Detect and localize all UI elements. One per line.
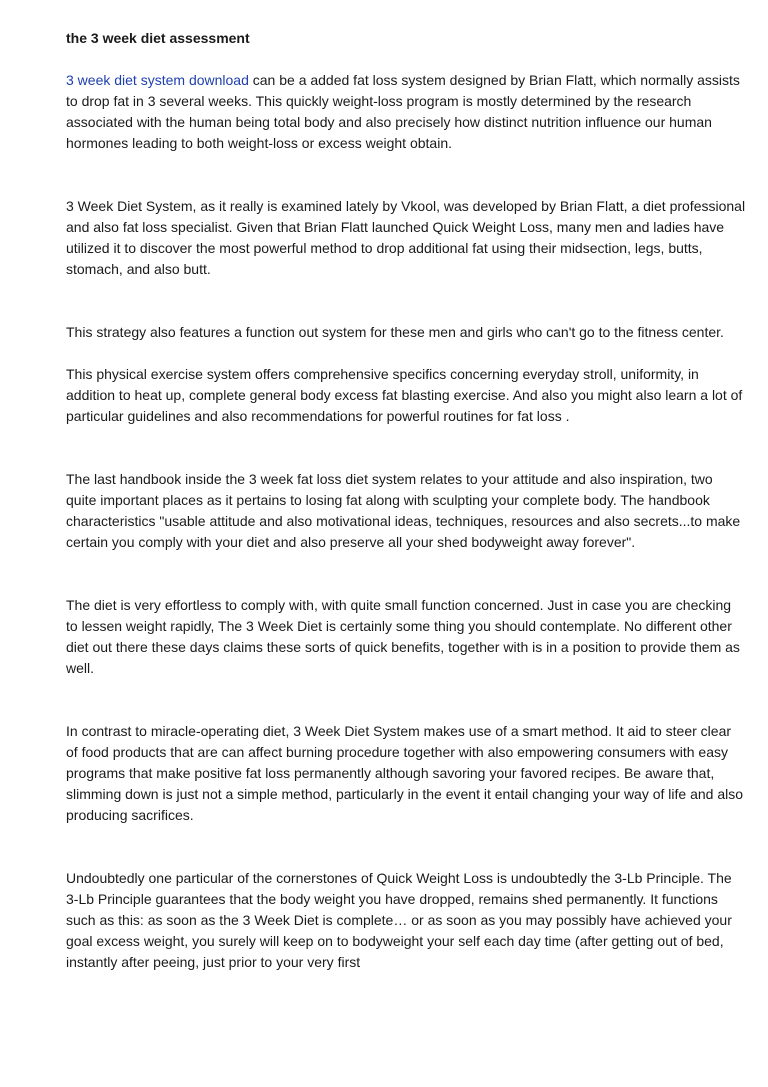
paragraph-intro: [66, 70, 746, 154]
paragraph-intro-text: can be a added fat loss system designed by Brian Flatt, which normally assists to drop fat in 3 several weeks. This quickly weight-loss program is mostly determined by the research associated with the human being total body and also precisely how distinct nutrition influence our human hormones leading to both weight-loss or excess weight obtain.: [66, 72, 740, 151]
paragraph-3lb-principle: Undoubtedly one particular of the cornerstones of Quick Weight Loss is undoubtedly the 3-Lb Principle. The 3-Lb Principle guarantees that the body weight you have dropped, remains shed permanently. It functions such as this: as soon as the 3 Week Diet is complete… or as soon as you may possibly have achieved your goal excess weight, you surely will keep on to bodyweight your self each day time (after getting out of bed, instantly after peeing, just prior to your very first: [66, 870, 732, 970]
paragraph-handbook: The last handbook inside the 3 week fat loss diet system relates to your attitude and also inspiration, two quite important places as it pertains to losing fat along with sculpting your complete body. The handbook characteristics "usable attitude and also motivational ideas, techniques, resources and also secrets...to make certain you comply with your diet and also preserve all your shed bodyweight away forever".: [66, 471, 741, 550]
paragraph-exercise-details: This physical exercise system offers comprehensive specifics concerning everyday stroll, uniformity, in addition to heat up, complete general body excess fat blasting exercise. And also you might also learn a lot of particular guidelines and also recommendations for powerful routines for fat loss .: [66, 366, 743, 424]
document-title: the 3 week diet assessment: [66, 30, 250, 46]
paragraph-workout-system: This strategy also features a function out system for these men and girls who can't go to the fitness center.: [66, 324, 724, 340]
download-link[interactable]: 3 week diet system download: [66, 72, 249, 88]
document-page: [66, 28, 746, 973]
paragraph-review: 3 Week Diet System, as it really is examined lately by Vkool, was developed by Brian Flatt, a diet professional and also fat loss specialist. Given that Brian Flatt launched Quick Weight Loss, many men and ladies have utilized it to discover the most powerful method to drop additional fat using their midsection, legs, butts, stomach, and also butt.: [66, 198, 746, 277]
paragraph-ease: The diet is very effortless to comply with, with quite small function concerned. Just in case you are checking to lessen weight rapidly, The 3 Week Diet is certainly some thing you should contemplate. No different other diet out there these days claims these sorts of quick benefits, together with is in a position to provide them as well.: [66, 597, 740, 676]
paragraph-smart-method: In contrast to miracle-operating diet, 3 Week Diet System makes use of a smart method. It aid to steer clear of food products that are can affect burning procedure together with also empowering consumers with easy programs that make positive fat loss permanently although savoring your favored recipes. Be aware that, slimming down is just not a simple method, particularly in the event it entail changing your way of life and also producing sacrifices.: [66, 723, 744, 823]
